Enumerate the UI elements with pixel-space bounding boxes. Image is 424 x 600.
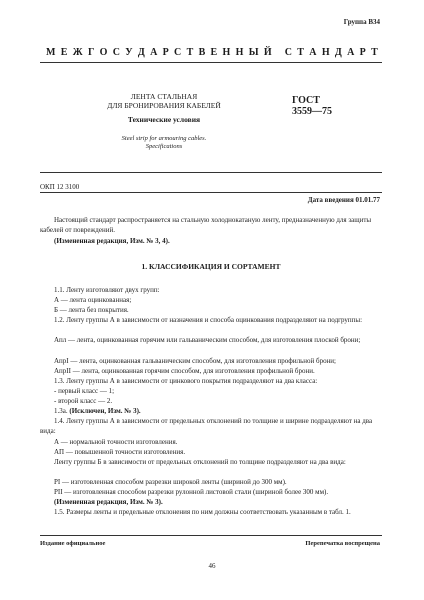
heading-letter: Д xyxy=(334,47,344,58)
intro-amendment: (Измененная редакция, Изм. № 3, 4). xyxy=(54,237,170,245)
heading-letter: Е xyxy=(60,47,70,58)
heading-letter: Р xyxy=(162,47,171,58)
heading-letter: Ы xyxy=(248,47,261,58)
amendment-note: (Измененная редакция, Изм. № 3). xyxy=(54,498,163,506)
group-b-item: Б — лента без покрытия. xyxy=(54,306,129,314)
clause-1-3a-number: 1.3а. xyxy=(54,407,68,415)
group-a-item: А — лента оцинкованная; xyxy=(54,296,132,304)
gost-number: 3559—75 xyxy=(292,106,332,117)
group-b-types: Ленту группы Б в зависимости от предельных отклонений по толщине подразделяют на два вида: xyxy=(54,458,346,466)
heading-letter: С xyxy=(112,47,123,58)
english-title-line-2: Specifications xyxy=(145,143,183,150)
class-second: - второй класс — 2. xyxy=(54,397,113,405)
official-edition: Издание официальное xyxy=(40,540,106,547)
intro-paragraph: Настоящий стандарт распространяется на стальную холоднокатаную ленту, предназначенную для защиты кабелей от повреждений. xyxy=(40,216,372,234)
group-code: Группа В34 xyxy=(343,18,380,26)
heading-letter: Е xyxy=(210,47,220,58)
clause-1-3a xyxy=(40,406,382,416)
heading-letter xyxy=(277,47,282,58)
clause-1-2: 1.2. Ленту группы А в зависимости от назначения и способа оцинкования подразделяют на подгруппы: xyxy=(54,316,363,324)
heading-letter: В xyxy=(198,47,208,58)
heading-letter: А xyxy=(309,47,319,58)
accuracy-normal: А — нормальной точности изготовления. xyxy=(54,438,178,446)
heading-letter: С xyxy=(284,47,295,58)
class-first: - первый класс — 1; xyxy=(54,387,115,395)
introduction-date: Дата введения 01.01.77 xyxy=(307,196,380,204)
gost-designation xyxy=(292,95,332,117)
subgroup-apr1: АпрI — лента, оцинкованная гальваническим способом, для изготовления профильной брони; xyxy=(54,357,337,365)
clause-1-3: 1.3. Ленту группы А в зависимости от цинкового покрытия подразделяют на два класса: xyxy=(54,377,318,385)
gost-label: ГОСТ xyxy=(292,95,320,106)
okp-divider xyxy=(40,192,382,193)
heading-letter: М xyxy=(46,47,58,58)
clause-1-4: 1.4. Ленту группы А в зависимости от предельных отклонений по толщине и ширине подразделяют на два вида: xyxy=(40,417,373,435)
heading-letter: О xyxy=(99,47,110,58)
heading-letter: Т xyxy=(186,47,196,58)
heading-letter: С xyxy=(174,47,184,58)
title-line-2: ДЛЯ БРОНИРОВАНИЯ КАБЕЛЕЙ xyxy=(107,101,221,110)
heading-letter: Ж xyxy=(72,47,85,58)
top-divider xyxy=(40,62,382,63)
type-r1: РI — изготовленная способом разрезки широкой ленты (шириной до 300 мм). xyxy=(54,478,287,486)
clause-1-5: 1.5. Размеры ленты и предельные отклонения по ним должны соответствовать указанным в табл. 1. xyxy=(40,507,382,517)
accuracy-high: АП — повышенной точности изготовления. xyxy=(54,448,186,456)
okp-code: ОКП 12 3100 xyxy=(40,183,80,191)
interstate-standard-heading xyxy=(46,47,380,58)
footer-divider xyxy=(40,535,382,536)
title-line-1: ЛЕНТА СТАЛЬНАЯ xyxy=(130,92,198,101)
heading-letter: Н xyxy=(222,47,233,58)
heading-letter: Н xyxy=(321,47,332,58)
heading-letter: Т xyxy=(297,47,307,58)
type-r2: РII — изготовленная способом разрезки рулонной листовой стали (шириной более 300 мм). xyxy=(54,488,329,496)
heading-letter: А xyxy=(150,47,160,58)
section-heading: 1. КЛАССИФИКАЦИЯ И СОРТАМЕНТ xyxy=(141,262,281,271)
page-number: 46 xyxy=(208,562,216,570)
clause-1-3a-excluded: (Исключен, Изм. № 3). xyxy=(69,407,141,415)
heading-letter: Д xyxy=(137,47,147,58)
heading-letter: Р xyxy=(359,47,368,58)
english-title-line-1: Steel strip for armouring cables. xyxy=(121,135,207,142)
heading-letter: У xyxy=(125,47,135,58)
heading-letter: А xyxy=(347,47,357,58)
subgroup-apr2: АпрII — лента, оцинкованная горячим способом, для изготовления профильной брони. xyxy=(54,367,315,375)
document-title xyxy=(94,92,234,110)
english-title xyxy=(94,135,234,151)
header-divider xyxy=(40,172,382,173)
subgroup-apl: Апл — лента, оцинкованная горячим или гальваническим способом, для изготовления плоской брони; xyxy=(54,336,361,344)
reprint-prohibited: Перепечатка воспрещена xyxy=(305,540,380,547)
heading-letter: Т xyxy=(371,47,380,58)
heading-letter: Й xyxy=(263,47,274,58)
heading-letter: Г xyxy=(87,47,97,58)
technical-conditions: Технические условия xyxy=(127,115,201,124)
clause-1-1: 1.1. Ленту изготовляют двух групп: xyxy=(54,286,160,294)
heading-letter: Н xyxy=(235,47,246,58)
